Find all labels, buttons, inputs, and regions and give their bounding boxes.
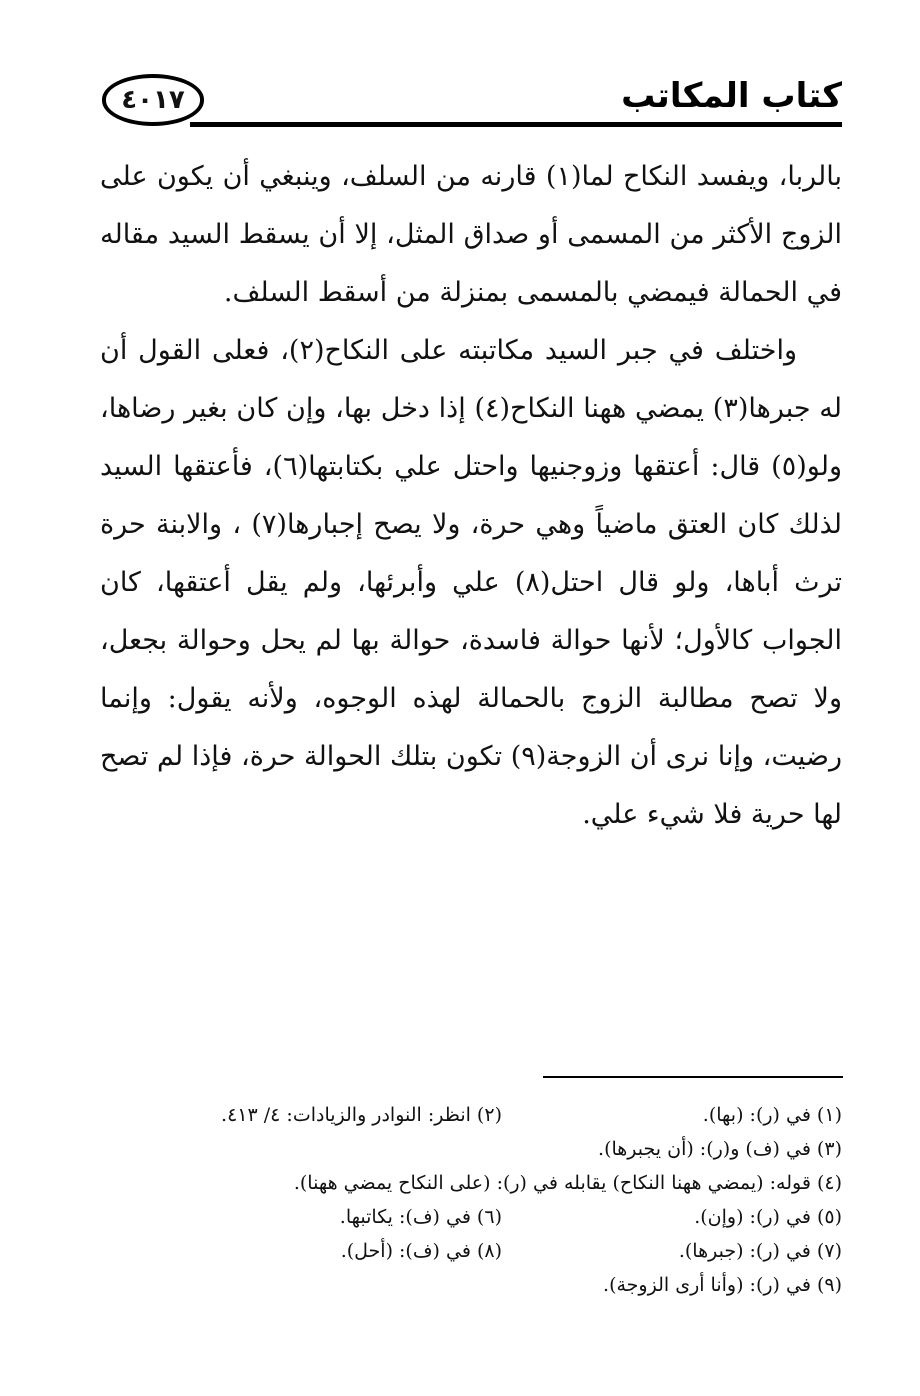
footnote-1: (١) في (ر): (بها).: [702, 1104, 842, 1126]
page-number-badge: [102, 74, 204, 126]
footnote-row: [140, 1200, 842, 1234]
main-text: [100, 148, 842, 844]
footnote-4: (٤) قوله: (يمضي ههنا النكاح) يقابله في (ر): (على النكاح يمضي ههنا).: [293, 1172, 842, 1194]
paragraph-2: واختلف في جبر السيد مكاتبته على النكاح(٢)، فعلى القول أن له جبرها(٣) يمضي ههنا النكاح(٤) إذا دخل بها، وإن كان بغير رضاها، ولو(٥) قال: أعتقها وزوجنيها واحتل علي بكتابتها(٦)، فأعتقها السيد لذلك كان العتق ماضياً وهي حرة، ولا يصح إجبارها(٧) ، والابنة حرة ترث أباها، ولو قال احتل(٨) علي وأبرئها، ولم يقل أعتقها، كان الجواب كالأول؛ لأنها حوالة فاسدة، حوالة بها لم يحل وحوالة بجعل، ولا تصح مطالبة الزوج بالحمالة لهذه الوجوه، ولأنه يقول: وإنما رضيت، وإنا نرى أن الزوجة(٩) تكون بتلك الحوالة حرة، فإذا لم تصح لها حرية فلا شيء علي.: [100, 335, 842, 830]
footnote-row: [140, 1234, 842, 1268]
footnote-2: (٢) انظر: النوادر والزيادات: ٤/ ٤١٣.: [221, 1104, 502, 1126]
footnote-8: (٨) في (ف): (أحل).: [340, 1240, 502, 1262]
footnote-6: (٦) في (ف): يكاتبها.: [339, 1206, 502, 1228]
footnote-9: (٩) في (ر): (وأنا أرى الزوجة).: [603, 1274, 842, 1296]
footnote-row: [140, 1098, 842, 1132]
book-title: كتاب المكاتب: [621, 76, 842, 116]
footnote-3: (٣) في (ف) و(ر): (أن يجبرها).: [598, 1138, 842, 1160]
footnote-5: (٥) في (ر): (وإن).: [694, 1206, 842, 1228]
footnote-separator: [543, 1076, 843, 1078]
header-rule: [190, 122, 842, 127]
paragraph-1: بالربا، ويفسد النكاح لما(١) قارنه من السلف، وينبغي أن يكون على الزوج الأكثر من المسمى أو صداق المثل، إلا أن يسقط السيد مقاله في الحمالة فيمضي بالمسمى بمنزلة من أسقط السلف.: [100, 161, 842, 308]
footnotes: [140, 1098, 842, 1302]
page-number: ٤٠١٧: [121, 85, 185, 115]
footnote-7: (٧) في (ر): (جبرها).: [678, 1240, 842, 1262]
